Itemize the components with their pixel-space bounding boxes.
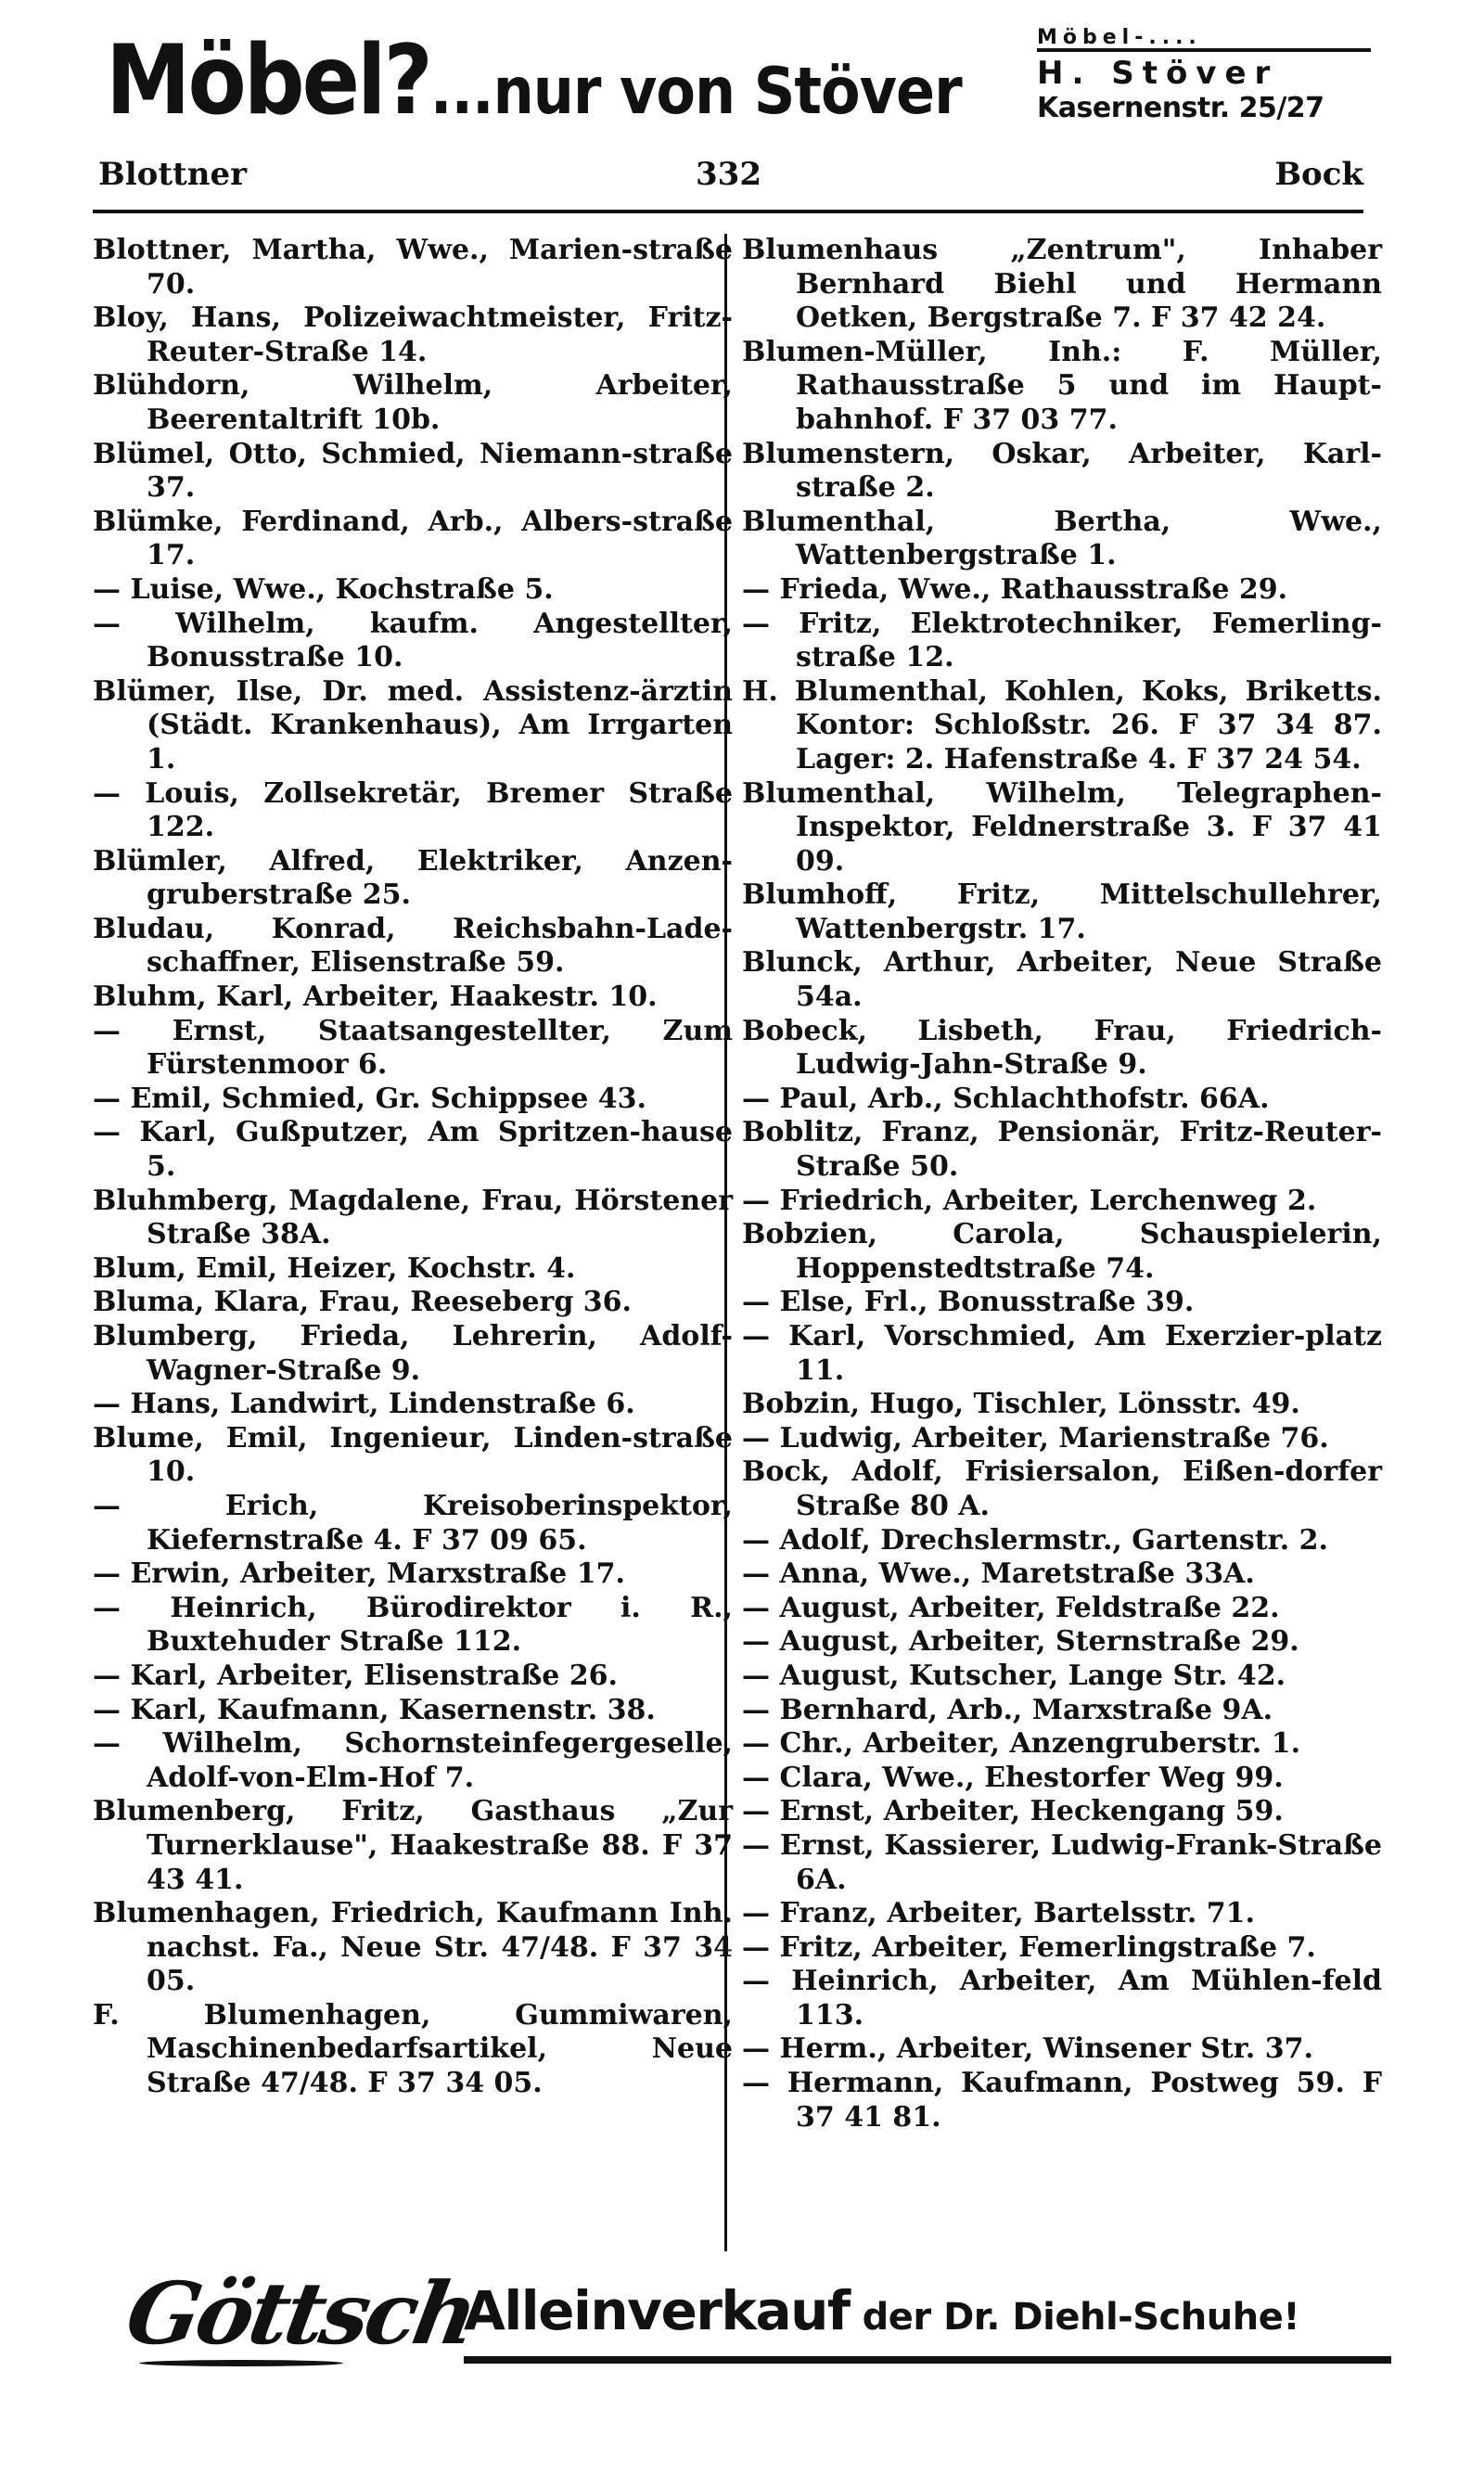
- list-item: — Erich, Kreisoberinspektor, Kiefernstraße 4. F 37 09 65.: [93, 1489, 733, 1557]
- list-item: — Wilhelm, Schornsteinfegergeselle, Adolf-von-Elm-Hof 7.: [93, 1727, 733, 1794]
- bottom-advertisement: [121, 2263, 1401, 2449]
- list-item: — Luise, Wwe., Kochstraße 5.: [93, 572, 554, 606]
- left-column: [93, 234, 733, 2101]
- list-item: — Hans, Landwirt, Lindenstraße 6.: [93, 1388, 635, 1421]
- list-item: F. Blumenhagen, Gummiwaren, Maschinenbedarfsartikel, Neue Straße 47/48. F 37 34 05.: [93, 1998, 733, 2100]
- header-rule: [93, 210, 1363, 213]
- ad-address-line2: H. Stöver: [1037, 55, 1279, 92]
- ad-slogan-main: Möbel?: [106, 25, 430, 136]
- list-item: — Karl, Kaufmann, Kasernenstr. 38.: [93, 1693, 656, 1726]
- list-item: — Anna, Wwe., Maretstraße 33A.: [742, 1557, 1255, 1591]
- list-item: Blottner, Martha, Wwe., Marien-straße 70.: [93, 234, 733, 301]
- list-item: Bluhmberg, Magdalene, Frau, Hörstener Straße 38A.: [93, 1184, 733, 1251]
- list-item: Blume, Emil, Ingenieur, Linden-straße 10.: [93, 1421, 733, 1489]
- list-item: Blumberg, Frieda, Lehrerin, Adolf-Wagner-Straße 9.: [93, 1320, 733, 1387]
- list-item: — Herm., Arbeiter, Winsener Str. 37.: [742, 2032, 1313, 2066]
- list-item: — Ludwig, Arbeiter, Marienstraße 76.: [742, 1421, 1329, 1455]
- ad-claim-tail: der Dr. Diehl-Schuhe!: [862, 2296, 1300, 2339]
- top-advertisement: [93, 17, 1373, 147]
- list-item: — Chr., Arbeiter, Anzengruberstr. 1.: [742, 1727, 1301, 1761]
- list-item: — Emil, Schmied, Gr. Schippsee 43.: [93, 1082, 646, 1115]
- logo-underline: [139, 2360, 343, 2366]
- list-item: — Karl, Vorschmied, Am Exerzier-platz 11.: [742, 1320, 1382, 1387]
- list-item: Bock, Adolf, Frisiersalon, Eißen-dorfer Straße 80 A.: [742, 1455, 1382, 1522]
- header-first-entry: Blottner: [98, 156, 248, 193]
- list-item: — Karl, Arbeiter, Elisenstraße 26.: [93, 1659, 619, 1692]
- list-item: — August, Arbeiter, Feldstraße 22.: [742, 1591, 1280, 1624]
- list-item: Bloy, Hans, Polizeiwachtmeister, Fritz-Reuter-Straße 14.: [93, 301, 733, 368]
- list-item: — Friedrich, Arbeiter, Lerchenweg 2.: [742, 1184, 1317, 1217]
- ad-claim: [464, 2279, 1300, 2342]
- list-item: Bludau, Konrad, Reichsbahn-Lade-schaffner, Elisenstraße 59.: [93, 912, 733, 980]
- list-item: Blumhoff, Fritz, Mittelschullehrer, Wattenbergstr. 17.: [742, 878, 1382, 945]
- list-item: — Hermann, Kaufmann, Postweg 59. F 37 41 81.: [742, 2067, 1382, 2134]
- list-item: Bluhm, Karl, Arbeiter, Haakestr. 10.: [93, 981, 658, 1014]
- list-item: Blumenthal, Wilhelm, Telegraphen-Inspektor, Feldnerstraße 3. F 37 41 09.: [742, 776, 1382, 878]
- list-item: — Adolf, Drechslermstr., Gartenstr. 2.: [742, 1523, 1328, 1557]
- right-column: [742, 234, 1382, 2134]
- list-item: Boblitz, Franz, Pensionär, Fritz-Reuter-Straße 50.: [742, 1116, 1382, 1184]
- list-item: — Wilhelm, kaufm. Angestellter, Bonusstraße 10.: [93, 607, 733, 674]
- list-item: Bluma, Klara, Frau, Reeseberg 36.: [93, 1286, 632, 1319]
- header-last-entry: Bock: [1274, 156, 1363, 193]
- running-header: [93, 156, 1363, 202]
- ad-claim-main: Alleinverkauf: [464, 2279, 850, 2342]
- ad-address-block: [1037, 28, 1371, 122]
- list-item: Bobzin, Hugo, Tischler, Lönsstr. 49.: [742, 1388, 1300, 1421]
- list-item: — Fritz, Arbeiter, Femerlingstraße 7.: [742, 1930, 1316, 1964]
- goettsch-logo: Göttsch: [119, 2263, 482, 2364]
- ad-address-line3: Kasernenstr. 25/27: [1037, 92, 1324, 124]
- list-item: — Ernst, Staatsangestellter, Zum Fürstenmoor 6.: [93, 1014, 733, 1082]
- list-item: H. Blumenthal, Kohlen, Koks, Briketts. Kontor: Schloßstr. 26. F 37 34 87. Lager: 2. Hafenstraße 4. F 37 24 54.: [742, 674, 1382, 776]
- list-item: Bobeck, Lisbeth, Frau, Friedrich-Ludwig-Jahn-Straße 9.: [742, 1014, 1382, 1082]
- list-item: Blumenstern, Oskar, Arbeiter, Karl-straße 2.: [742, 437, 1382, 505]
- list-item: — August, Kutscher, Lange Str. 42.: [742, 1659, 1286, 1692]
- list-item: — Clara, Wwe., Ehestorfer Weg 99.: [742, 1761, 1284, 1794]
- list-item: — Erwin, Arbeiter, Marxstraße 17.: [93, 1557, 625, 1591]
- ad-claim-rule: [464, 2356, 1391, 2364]
- list-item: — Heinrich, Bürodirektor i. R., Buxtehuder Straße 112.: [93, 1591, 733, 1659]
- list-item: — Ernst, Arbeiter, Heckengang 59.: [742, 1795, 1284, 1828]
- list-item: — Franz, Arbeiter, Bartelsstr. 71.: [742, 1897, 1255, 1930]
- list-item: — August, Arbeiter, Sternstraße 29.: [742, 1625, 1299, 1659]
- list-item: Blumen-Müller, Inh.: F. Müller, Rathausstraße 5 und im Haupt-bahnhof. F 37 03 77.: [742, 335, 1382, 436]
- ad-address-line1: Möbel-....: [1037, 28, 1371, 52]
- list-item: Blunck, Arthur, Arbeiter, Neue Straße 54a.: [742, 946, 1382, 1014]
- list-item: — Else, Frl., Bonusstraße 39.: [742, 1286, 1195, 1319]
- list-item: Blümer, Ilse, Dr. med. Assistenz-ärztin (Städt. Krankenhaus), Am Irrgarten 1.: [93, 674, 733, 776]
- list-item: Blumenberg, Fritz, Gasthaus „Zur Turnerklause", Haakestraße 88. F 37 43 41.: [93, 1795, 733, 1896]
- list-item: Bobzien, Carola, Schauspielerin, Hoppenstedtstraße 74.: [742, 1218, 1382, 1285]
- page-number: 332: [696, 156, 761, 193]
- list-item: — Ernst, Kassierer, Ludwig-Frank-Straße 6A.: [742, 1828, 1382, 1896]
- list-item: — Karl, Gußputzer, Am Spritzen-hause 5.: [93, 1116, 733, 1184]
- list-item: Blümler, Alfred, Elektriker, Anzen-gruberstraße 25.: [93, 844, 733, 912]
- list-item: Blühdorn, Wilhelm, Arbeiter, Beerentaltrift 10b.: [93, 369, 733, 436]
- list-item: Blumenhagen, Friedrich, Kaufmann Inh. nachst. Fa., Neue Str. 47/48. F 37 34 05.: [93, 1897, 733, 1998]
- list-item: — Fritz, Elektrotechniker, Femerling-straße 12.: [742, 607, 1382, 674]
- list-item: Blumenthal, Bertha, Wwe., Wattenbergstraße 1.: [742, 505, 1382, 572]
- list-item: — Louis, Zollsekretär, Bremer Straße 122.: [93, 776, 733, 844]
- list-item: — Paul, Arb., Schlachthofstr. 66A.: [742, 1082, 1270, 1115]
- list-item: — Heinrich, Arbeiter, Am Mühlen-feld 113.: [742, 1965, 1382, 2032]
- list-item: Blumenhaus „Zentrum", Inhaber Bernhard Biehl und Hermann Oetken, Bergstraße 7. F 37 42 24.: [742, 234, 1382, 335]
- list-item: Blümel, Otto, Schmied, Niemann-straße 37.: [93, 437, 733, 505]
- list-item: — Frieda, Wwe., Rathausstraße 29.: [742, 572, 1288, 606]
- list-item: — Bernhard, Arb., Marxstraße 9A.: [742, 1693, 1273, 1726]
- ad-slogan-tail: ...nur von Stöver: [429, 53, 962, 130]
- list-item: Blum, Emil, Heizer, Kochstr. 4.: [93, 1251, 576, 1285]
- ad-slogan: [106, 25, 962, 136]
- column-divider: [724, 234, 727, 2251]
- list-item: Blümke, Ferdinand, Arb., Albers-straße 17.: [93, 505, 733, 572]
